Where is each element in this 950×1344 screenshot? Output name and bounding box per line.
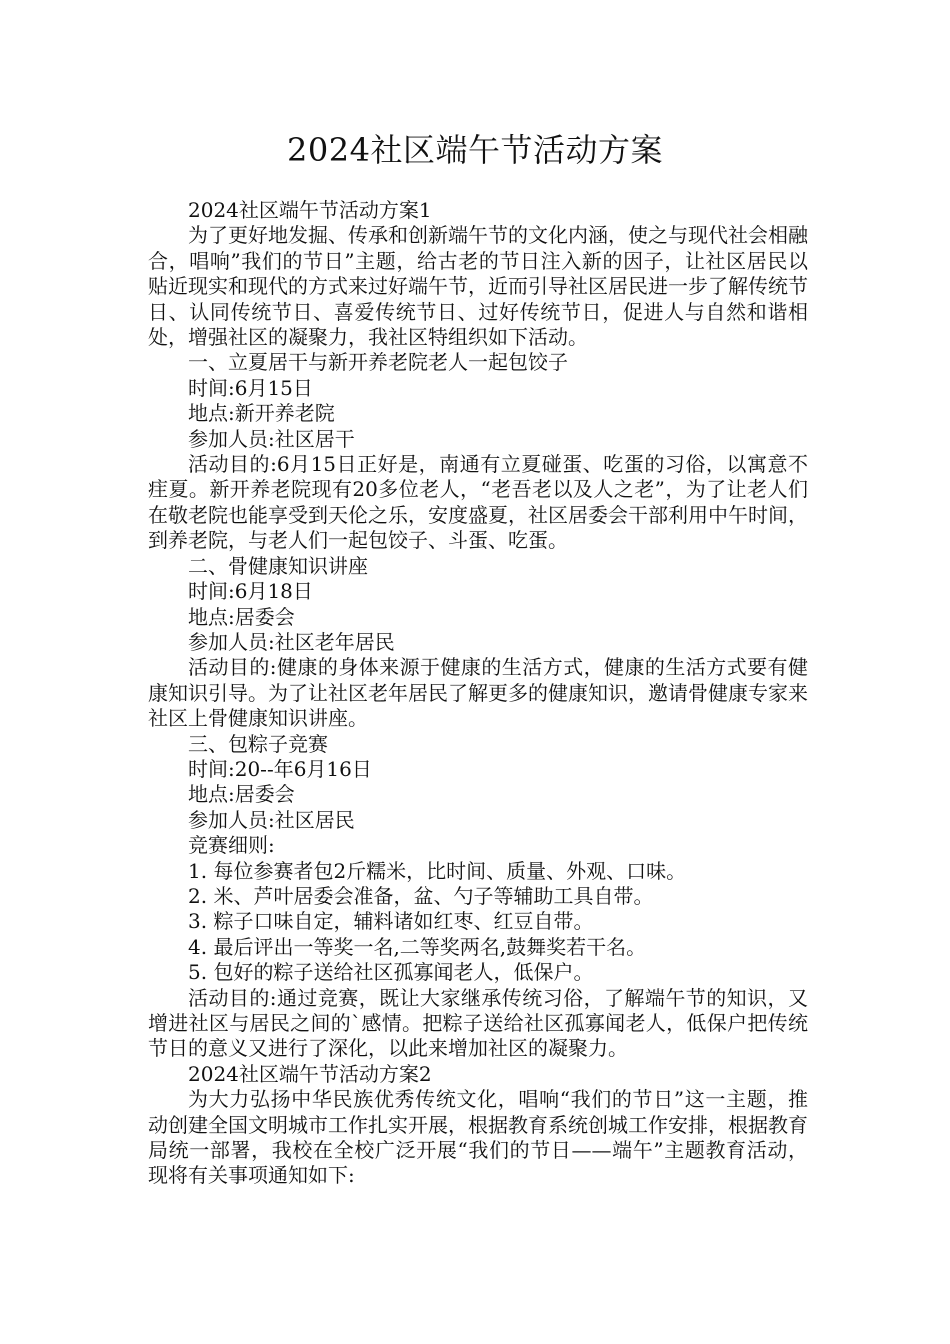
activity-time: 时间:6月18日 [188, 579, 313, 604]
activity-heading: 三、包粽子竞赛 [188, 731, 328, 756]
activity-participants: 参加人员:社区居民 [188, 807, 355, 832]
document-body [148, 198, 808, 1189]
activity-location: 地点:居委会 [188, 782, 295, 807]
rule-item: 1. 每位参赛者包2斤糯米，比时间、质量、外观、口味。 [188, 858, 687, 883]
activity-heading: 二、骨健康知识讲座 [188, 553, 368, 578]
paragraph: 为了更好地发掘、传承和创新端午节的文化内涵，使之与现代社会相融合，唱响”我们的节日”主题，给古老的节日注入新的因子，让社区居民以贴近现实和现代的方式来过好端午节，近而引导社区居民进一步了解传统节日、认同传统节日、喜爱传统节日、过好传统节日，促进人与自然和谐相处，增强社区的凝聚力，我社区特组织如下活动。 [148, 223, 808, 350]
rule-item: 4. 最后评出一等奖一名,二等奖两名,鼓舞奖若干名。 [188, 934, 647, 959]
paragraph: 为大力弘扬中华民族优秀传统文化，唱响“我们的节日”这一主题，推动创建全国文明城市工作扎实开展，根据教育系统创城工作安排，根据教育局统一部署，我校在全校广泛开展“我们的节日——端午”主题教育活动，现将有关事项通知如下: [148, 1087, 808, 1188]
activity-heading: 一、立夏居干与新开养老院老人一起包饺子 [188, 350, 568, 375]
rules-heading: 竞赛细则: [188, 833, 275, 858]
rule-item: 2. 米、芦叶居委会准备，盆、勺子等辅助工具自带。 [188, 883, 654, 908]
activity-purpose: 活动目的:通过竞赛，既让大家继承传统习俗，了解端午节的知识，又增进社区与居民之间的`感情。把粽子送给社区孤寡闻老人，低保户把传统节日的意义又进行了深化，以此来增加社区的凝聚力。 [148, 985, 808, 1061]
activity-purpose: 活动目的:6月15日正好是，南通有立夏碰蛋、吃蛋的习俗，以寓意不疰夏。新开养老院现有20多位老人，“老吾老以及人之老”，为了让老人们在敬老院也能享受到天伦之乐，安度盛夏，社区居委会干部利用中午时间，到养老院，与老人们一起包饺子、斗蛋、吃蛋。 [148, 452, 808, 553]
activity-participants: 参加人员:社区老年居民 [188, 629, 395, 654]
activity-location: 地点:居委会 [188, 604, 295, 629]
activity-participants: 参加人员:社区居干 [188, 426, 355, 451]
activity-time: 时间:6月15日 [188, 375, 313, 400]
document-title: 2024社区端午节活动方案 [287, 131, 663, 169]
activity-location: 地点:新开养老院 [188, 401, 335, 426]
rule-item: 5. 包好的粽子送给社区孤寡闻老人，低保户。 [188, 960, 594, 985]
section-heading: 2024社区端午节活动方案1 [188, 198, 432, 222]
activity-purpose: 活动目的:健康的身体来源于健康的生活方式，健康的生活方式要有健康知识引导。为了让社区老年居民了解更多的健康知识，邀请骨健康专家来社区上骨健康知识讲座。 [148, 655, 808, 731]
section-heading: 2024社区端午节活动方案2 [188, 1061, 432, 1086]
activity-time: 时间:20--年6月16日 [188, 756, 372, 781]
rule-item: 3. 粽子口味自定，辅料诸如红枣、红豆自带。 [188, 909, 594, 934]
